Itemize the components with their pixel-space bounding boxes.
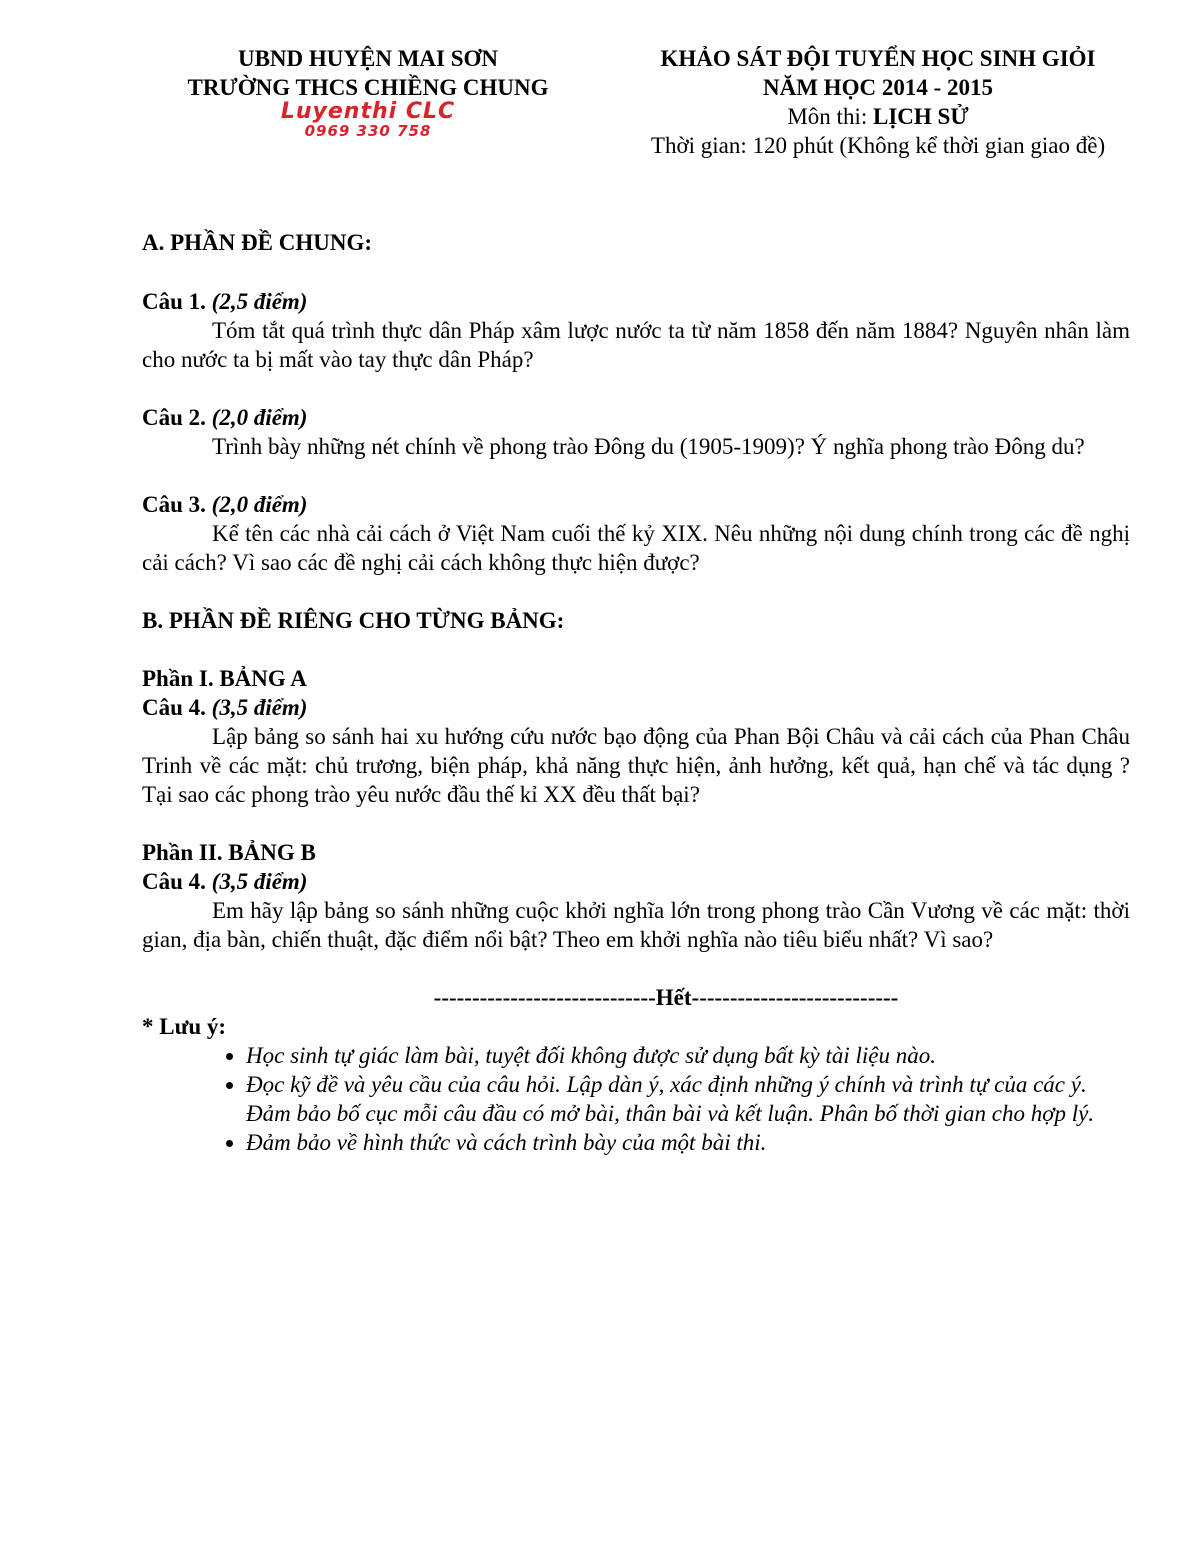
section-a-heading: A. PHẦN ĐỀ CHUNG: [142, 230, 372, 255]
question-points: (2,0 điểm) [211, 492, 308, 517]
question-3-text: Kể tên các nhà cải cách ở Việt Nam cuối thế kỷ XIX. Nêu những nội dung chính trong các đề nghị cải cách? Vì sao các đề nghị cải cách không thực hiện được? [142, 521, 1130, 575]
subject-label: Môn thi: [787, 104, 873, 129]
subject-name: LỊCH SỬ [872, 104, 969, 129]
question-points: (3,5 điểm) [211, 695, 308, 720]
note-title: * Lưu ý: [142, 1014, 227, 1039]
section-b-heading: B. PHẦN ĐỀ RIÊNG CHO TỪNG BẢNG: [142, 608, 565, 633]
watermark-logo [148, 101, 588, 139]
exam-content [142, 228, 1130, 1157]
exam-title: KHẢO SÁT ĐỘI TUYỂN HỌC SINH GIỎI [660, 46, 1096, 71]
note-item: • Đảm bảo về hình thức và cách trình bày của một bài thi. [246, 1128, 1130, 1157]
note-item: • Học sinh tự giác làm bài, tuyệt đối không được sử dụng bất kỳ tài liệu nào. [246, 1041, 1130, 1070]
question-1-text: Tóm tắt quá trình thực dân Pháp xâm lược nước ta từ năm 1858 đến năm 1884? Nguyên nhân làm cho nước ta bị mất vào tay thực dân Pháp? [142, 318, 1130, 372]
note-item: • Đọc kỹ đề và yêu cầu của câu hỏi. Lập dàn ý, xác định những ý chính và trình tự của các ý. Đảm bảo bố cục mỗi câu đầu có mở bài, thân bài và kết luận. Phân bố thời gian cho hợp lý. [246, 1070, 1130, 1128]
school-year: NĂM HỌC 2014 - 2015 [763, 75, 993, 100]
question-1-title [142, 287, 1130, 316]
question-label: Câu 4. [142, 869, 212, 894]
question-label: Câu 2. [142, 405, 212, 430]
header-left [148, 44, 588, 139]
question-2-text: Trình bày những nét chính về phong trào Đông du (1905-1909)? Ý nghĩa phong trào Đông du? [212, 434, 1085, 459]
exam-subject [612, 102, 1144, 131]
question-4b-title [142, 867, 1130, 896]
question-3-title [142, 490, 1130, 519]
logo-name: Luyenthi CLC [280, 99, 456, 124]
question-points: (2,5 điểm) [211, 289, 308, 314]
question-label: Câu 1. [142, 289, 212, 314]
notes-list [142, 1041, 1130, 1157]
header-right [612, 44, 1144, 160]
question-label: Câu 4. [142, 695, 212, 720]
question-label: Câu 3. [142, 492, 212, 517]
question-2-title [142, 403, 1130, 432]
part-1-title: Phần I. BẢNG A [142, 666, 307, 691]
school-name: TRƯỜNG THCS CHIỀNG CHUNG [187, 75, 549, 100]
question-points: (2,0 điểm) [211, 405, 308, 430]
district-name: UBND HUYỆN MAI SƠN [237, 46, 499, 71]
part-2-title: Phần II. BẢNG B [142, 840, 316, 865]
logo-phone: 0969 330 758 [304, 122, 432, 140]
question-points: (3,5 điểm) [211, 869, 308, 894]
end-marker: -----------------------------Hết--------------------------- [433, 985, 899, 1010]
exam-time: Thời gian: 120 phút (Không kể thời gian giao đề) [650, 133, 1106, 158]
question-4a-title [142, 693, 1130, 722]
question-4b-text: Em hãy lập bảng so sánh những cuộc khởi nghĩa lớn trong phong trào Cần Vương về các mặt: thời gian, địa bàn, chiến thuật, đặc điểm nổi bật? Theo em khởi nghĩa nào tiêu biểu nhất? Vì sao? [142, 898, 1130, 952]
question-4a-text: Lập bảng so sánh hai xu hướng cứu nước bạo động của Phan Bội Châu và cải cách của Phan Châu Trinh về các mặt: chủ trương, biện pháp, khả năng thực hiện, ảnh hưởng, kết quả, hạn chế và tác dụng ? Tại sao các phong trào yêu nước đầu thế kỉ XX đều thất bại? [142, 724, 1130, 807]
